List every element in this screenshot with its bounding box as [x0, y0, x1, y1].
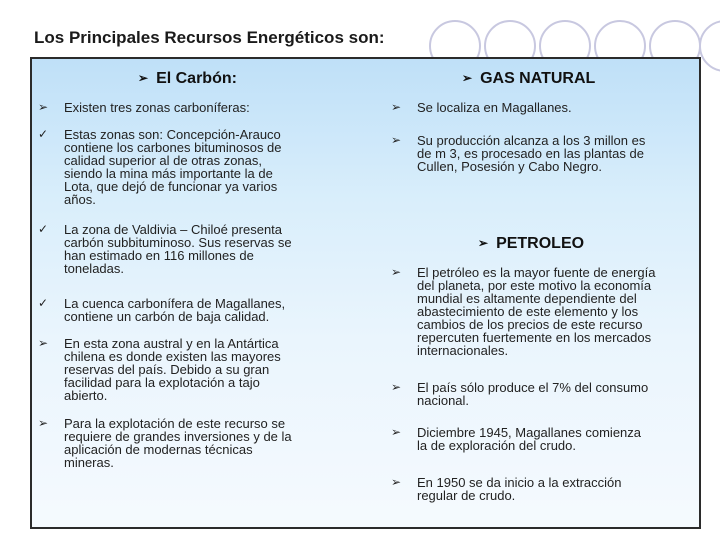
carbon-heading-text: El Carbón: — [156, 70, 237, 87]
item-line: Existen tres zonas carboníferas: — [64, 100, 250, 115]
item-line: nacional. — [417, 393, 470, 408]
checkmark-bullet-icon: ✓ — [38, 127, 49, 141]
item-line: regular de crudo. — [417, 488, 516, 503]
item-line: aplicación de modernas técnicas — [64, 442, 253, 457]
item-line: años. — [64, 192, 96, 207]
item-line: La zona de Valdivia – Chiloé presenta — [64, 222, 283, 237]
item-line: la de exploración del crudo. — [417, 438, 576, 453]
gas-heading-text: GAS NATURAL — [480, 70, 596, 87]
item-line: El país sólo produce el 7% del consumo — [417, 380, 649, 395]
arrow-bullet-icon: ➢ — [391, 475, 402, 489]
item-line: calidad superior al de otras zonas, — [64, 153, 263, 168]
item-line: Estas zonas son: Concepción-Arauco — [64, 127, 281, 142]
item-line: facilidad para la explotación a tajo — [64, 375, 260, 390]
item-line: Diciembre 1945, Magallanes comienza — [417, 425, 642, 440]
arrow-bullet-icon: ➢ — [38, 336, 49, 350]
arrow-bullet-icon: ➢ — [38, 100, 49, 114]
arrow-bullet-icon: ➢ — [138, 71, 149, 85]
arrow-bullet-icon: ➢ — [462, 71, 473, 85]
item-line: del planeta, por este motivo la economía — [417, 278, 652, 293]
item-line: mineras. — [64, 455, 114, 470]
item-line: toneladas. — [64, 261, 124, 276]
item-line: chilena es donde existen las mayores — [64, 349, 281, 364]
item-line: internacionales. — [417, 343, 509, 358]
arrow-bullet-icon: ➢ — [391, 380, 402, 394]
item-line: abastecimiento de este elemento y los — [417, 304, 639, 319]
arrow-bullet-icon: ➢ — [38, 416, 49, 430]
petroleo-heading-text: PETROLEO — [496, 235, 585, 252]
item-line: requiere de grandes inversiones y de la — [64, 429, 292, 444]
item-line: Cullen, Posesión y Cabo Negro. — [417, 159, 602, 174]
arrow-bullet-icon: ➢ — [478, 236, 489, 250]
item-line: Se localiza en Magallanes. — [417, 100, 572, 115]
item-line: Para la explotación de este recurso se — [64, 416, 286, 431]
item-line: El petróleo es la mayor fuente de energía — [417, 265, 656, 280]
arrow-bullet-icon: ➢ — [391, 133, 402, 147]
item-line: contiene un carbón de baja calidad. — [64, 309, 270, 324]
arrow-bullet-icon: ➢ — [391, 100, 402, 114]
item-line: siendo la mina más importante la de — [64, 166, 273, 181]
checkmark-bullet-icon: ✓ — [38, 222, 49, 236]
item-line: contiene los carbones bituminosos de — [64, 140, 282, 155]
page-title: Los Principales Recursos Energéticos son: — [34, 28, 385, 47]
item-line: mundial es altamente dependiente del — [417, 291, 637, 306]
item-line: reservas del país. Debido a su gran — [64, 362, 270, 377]
item-line: repercuten fuertemente en los mercados — [417, 330, 652, 345]
item-line: En esta zona austral y en la Antártica — [64, 336, 279, 351]
item-line: Lota, que dejó de funcionar ya varios — [64, 179, 278, 194]
petroleo-heading — [478, 235, 584, 253]
gas-heading — [462, 70, 595, 88]
item-line: abierto. — [64, 388, 108, 403]
item-line: Su producción alcanza a los 3 millon es — [417, 133, 646, 148]
item-line: cambios de los precios de este recurso — [417, 317, 643, 332]
arrow-bullet-icon: ➢ — [391, 265, 402, 279]
item-line: carbón subbituminoso. Sus reservas se — [64, 235, 292, 250]
arrow-bullet-icon: ➢ — [391, 425, 402, 439]
checkmark-bullet-icon: ✓ — [38, 296, 49, 310]
item-line: han estimado en 116 millones de — [64, 248, 254, 263]
carbon-heading — [138, 70, 237, 88]
item-line: de m 3, es procesado en las plantas de — [417, 146, 644, 161]
item-line: La cuenca carbonífera de Magallanes, — [64, 296, 286, 311]
item-line: En 1950 se da inicio a la extracción — [417, 475, 622, 490]
